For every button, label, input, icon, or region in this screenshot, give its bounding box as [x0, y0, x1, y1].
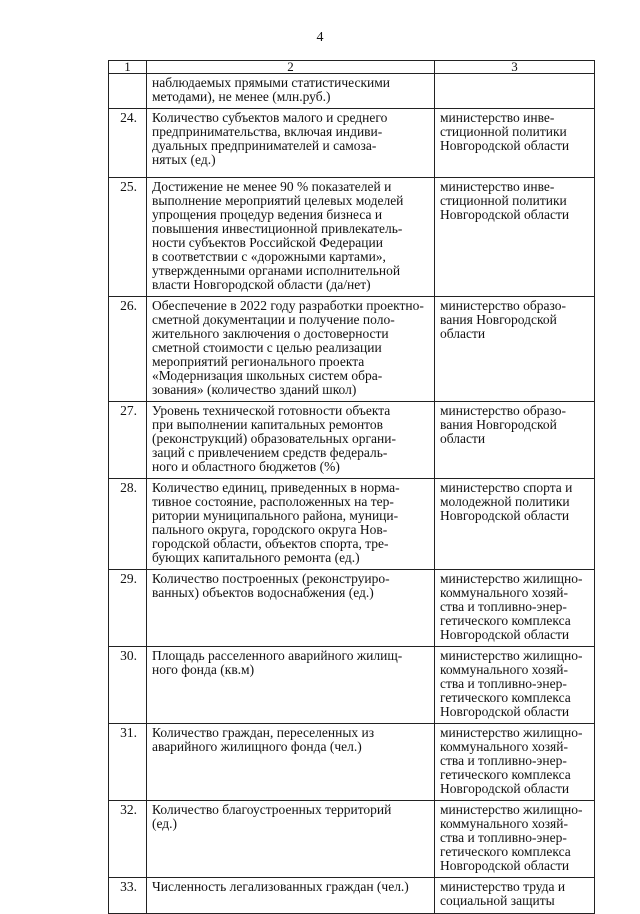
row-indicator: Количество граждан, переселенных из аварийного жилищного фонда (чел.) [147, 724, 435, 801]
row-indicator: наблюдаемых прямыми статистическими методами), не менее (млн.руб.) [147, 74, 435, 109]
row-number: 30. [109, 647, 147, 724]
row-responsible [435, 74, 595, 109]
table-row [109, 570, 595, 647]
row-responsible: министерство труда и социальной защиты [435, 878, 595, 914]
row-number: 24. [109, 109, 147, 178]
column-header: 3 [435, 61, 595, 74]
row-responsible: министерство образо- вания Новгородской области [435, 402, 595, 479]
row-responsible: министерство жилищно- коммунального хозяй- ства и топливно-энер- гетического комплекса Новгородской области [435, 801, 595, 878]
column-header: 2 [147, 61, 435, 74]
table-row [109, 402, 595, 479]
row-number: 27. [109, 402, 147, 479]
row-number: 28. [109, 479, 147, 570]
row-indicator: Численность легализованных граждан (чел.) [147, 878, 435, 914]
row-number: 31. [109, 724, 147, 801]
row-responsible: министерство инве- стиционной политики Новгородской области [435, 178, 595, 297]
row-indicator: Уровень технической готовности объекта при выполнении капитальных ремонтов (реконструкций) образовательных органи- заций с привлечением средств федераль- ного и областного бюджетов (%) [147, 402, 435, 479]
row-responsible: министерство спорта и молодежной политики Новгородской области [435, 479, 595, 570]
table-row [109, 109, 595, 178]
row-number: 26. [109, 297, 147, 402]
row-responsible: министерство образо- вания Новгородской области [435, 297, 595, 402]
row-indicator: Количество построенных (реконструиро- ванных) объектов водоснабжения (ед.) [147, 570, 435, 647]
row-indicator: Обеспечение в 2022 году разработки проектно- сметной документации и получение поло- жительного заключения о достоверности сметной стоимости с целью реализации мероприятий регионального проекта «Модернизация школьных систем обра- зования» (количество зданий школ) [147, 297, 435, 402]
table-row [109, 479, 595, 570]
page-number: 4 [316, 30, 324, 45]
row-indicator: Количество единиц, приведенных в норма- тивное состояние, расположенных на тер- ритории муниципального района, муници- пального округа, городского округа Нов- городской области, объектов спорта, тре- бующих капитального ремонта (ед.) [147, 479, 435, 570]
indicators-table [108, 60, 595, 914]
column-header: 1 [109, 61, 147, 74]
row-responsible: министерство жилищно- коммунального хозяй- ства и топливно-энер- гетического комплекса Новгородской области [435, 647, 595, 724]
row-responsible: министерство жилищно- коммунального хозяй- ства и топливно-энер- гетического комплекса Новгородской области [435, 570, 595, 647]
row-indicator: Количество благоустроенных территорий (ед.) [147, 801, 435, 878]
row-indicator: Площадь расселенного аварийного жилищ- ного фонда (кв.м) [147, 647, 435, 724]
table-row [109, 724, 595, 801]
row-number: 33. [109, 878, 147, 914]
table-row [109, 647, 595, 724]
table-row [109, 178, 595, 297]
row-number: 25. [109, 178, 147, 297]
row-indicator: Количество субъектов малого и среднего предпринимательства, включая индиви- дуальных предпринимателей и самоза- нятых (ед.) [147, 109, 435, 178]
row-number: 29. [109, 570, 147, 647]
table-row [109, 297, 595, 402]
table-row [109, 801, 595, 878]
row-number [109, 74, 147, 109]
row-indicator: Достижение не менее 90 % показателей и выполнение мероприятий целевых моделей упрощения процедур ведения бизнеса и повышения инвестиционной привлекатель- ности субъектов Российской Федерации в соответствии с «дорожными картами», утвержденными органами исполнительной власти Новгородской области (да/нет) [147, 178, 435, 297]
table-row [109, 878, 595, 914]
table-header-row [109, 61, 595, 74]
row-responsible: министерство инве- стиционной политики Новгородской области [435, 109, 595, 178]
row-number: 32. [109, 801, 147, 878]
table-row [109, 74, 595, 109]
row-responsible: министерство жилищно- коммунального хозяй- ства и топливно-энер- гетического комплекса Новгородской области [435, 724, 595, 801]
